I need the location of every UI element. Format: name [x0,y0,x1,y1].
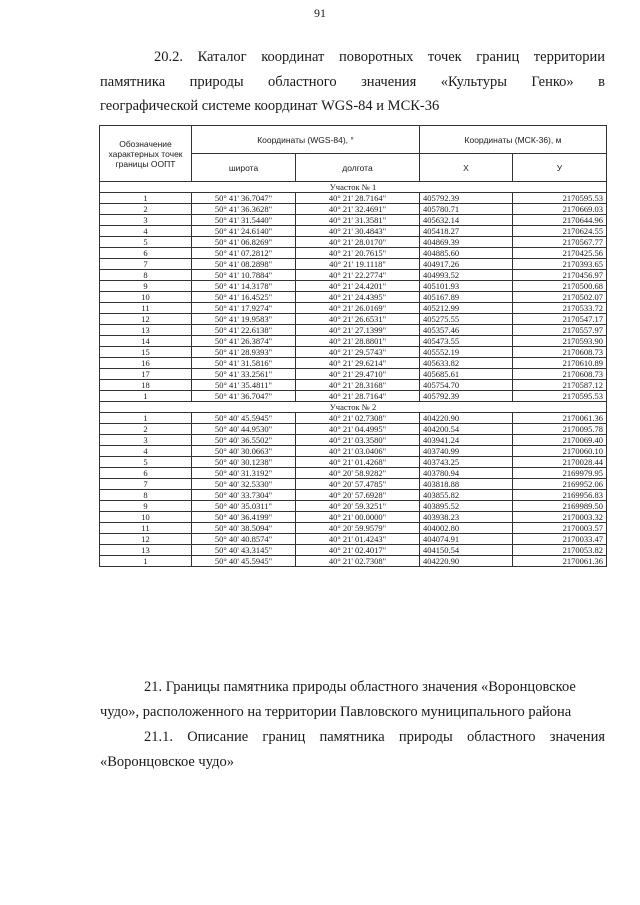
point-number: 12 [100,314,192,325]
longitude-cell: 40° 21' 00.0000" [296,512,420,523]
longitude-cell: 40° 21' 24.4395" [296,292,420,303]
point-number: 14 [100,336,192,347]
point-number: 12 [100,534,192,545]
latitude-cell: 50° 41' 31.5440" [192,215,296,226]
point-number: 1 [100,193,192,204]
y-cell: 2170393.65 [513,259,607,270]
table-row [100,369,607,380]
x-cell: 404002.80 [420,523,513,534]
table-row [100,281,607,292]
table-row [100,512,607,523]
col-point-label: Обозначение характерных точек границы ООПТ [100,126,192,182]
table-row [100,534,607,545]
longitude-cell: 40° 21' 27.1399" [296,325,420,336]
point-number: 16 [100,358,192,369]
point-number: 13 [100,545,192,556]
point-number: 7 [100,259,192,270]
latitude-cell: 50° 40' 45.5945" [192,413,296,424]
table-row [100,204,607,215]
table-row [100,446,607,457]
y-cell: 2170060.10 [513,446,607,457]
point-number: 1 [100,391,192,402]
point-number: 8 [100,270,192,281]
point-number: 5 [100,457,192,468]
latitude-cell: 50° 40' 36.4199" [192,512,296,523]
y-cell: 2170053.82 [513,545,607,556]
point-number: 1 [100,413,192,424]
heading-line-2: памятника природы областного значения «Культуры Генко» в [100,73,605,90]
y-cell: 2170644.96 [513,215,607,226]
x-cell: 403855.82 [420,490,513,501]
x-cell: 405357.46 [420,325,513,336]
latitude-cell: 50° 41' 14.3178" [192,281,296,292]
coordinates-table [99,125,607,567]
longitude-cell: 40° 21' 28.3168" [296,380,420,391]
latitude-cell: 50° 41' 36.7047" [192,193,296,204]
latitude-cell: 50° 41' 33.2561" [192,369,296,380]
x-cell: 405275.55 [420,314,513,325]
col-msk-header: Координаты (МСК-36), м [420,126,607,154]
x-cell: 404150.54 [420,545,513,556]
y-cell: 2170567.77 [513,237,607,248]
point-number: 3 [100,435,192,446]
longitude-cell: 40° 21' 30.4843" [296,226,420,237]
latitude-cell: 50° 41' 17.9274" [192,303,296,314]
latitude-cell: 50° 41' 26.3874" [192,336,296,347]
point-number: 17 [100,369,192,380]
heading-line-1: 20.2. Каталог координат поворотных точек границ территории [154,49,605,65]
y-cell: 2170061.36 [513,556,607,567]
point-number: 4 [100,226,192,237]
table-row [100,347,607,358]
table-row [100,248,607,259]
col-y: У [513,154,607,182]
latitude-cell: 50° 41' 16.4525" [192,292,296,303]
y-cell: 2170595.53 [513,391,607,402]
x-cell: 403740.99 [420,446,513,457]
table-row [100,424,607,435]
x-cell: 403780.94 [420,468,513,479]
latitude-cell: 50° 40' 40.8574" [192,534,296,545]
section-21-heading [100,675,605,724]
latitude-cell: 50° 41' 22.6138" [192,325,296,336]
latitude-cell: 50° 40' 30.1238" [192,457,296,468]
y-cell: 2170502.07 [513,292,607,303]
x-cell: 404993.52 [420,270,513,281]
table-row [100,193,607,204]
x-cell: 405632.14 [420,215,513,226]
longitude-cell: 40° 21' 01.4243" [296,534,420,545]
x-cell: 405685.61 [420,369,513,380]
y-cell: 2170061.36 [513,413,607,424]
longitude-cell: 40° 21' 02.4017" [296,545,420,556]
y-cell: 2170557.97 [513,325,607,336]
longitude-cell: 40° 21' 03.0406" [296,446,420,457]
longitude-cell: 40° 20' 59.9579" [296,523,420,534]
page-number: 91 [314,6,326,20]
y-cell: 2170456.97 [513,270,607,281]
latitude-cell: 50° 41' 36.3628" [192,204,296,215]
table-row [100,226,607,237]
y-cell: 2170028.44 [513,457,607,468]
longitude-cell: 40° 21' 32.4691" [296,204,420,215]
y-cell: 2170593.90 [513,336,607,347]
table-row [100,391,607,402]
latitude-cell: 50° 40' 30.0663" [192,446,296,457]
latitude-cell: 50° 40' 32.5330" [192,479,296,490]
longitude-cell: 40° 21' 04.4995" [296,424,420,435]
point-number: 6 [100,248,192,259]
longitude-cell: 40° 21' 29.6214" [296,358,420,369]
section-211-heading [100,725,605,774]
latitude-cell: 50° 41' 19.9583" [192,314,296,325]
x-cell: 405101.93 [420,281,513,292]
y-cell: 2170500.68 [513,281,607,292]
latitude-cell: 50° 40' 43.3145" [192,545,296,556]
col-wgs-header: Координаты (WGS-84), ° [192,126,420,154]
table-row [100,237,607,248]
table-body [100,182,607,567]
point-number: 1 [100,556,192,567]
y-cell: 2170425.56 [513,248,607,259]
point-number: 8 [100,490,192,501]
latitude-cell: 50° 41' 24.6140" [192,226,296,237]
y-cell: 2170533.72 [513,303,607,314]
longitude-cell: 40° 21' 28.7164" [296,193,420,204]
y-cell: 2170669.03 [513,204,607,215]
longitude-cell: 40° 21' 28.8801" [296,336,420,347]
table-row [100,358,607,369]
x-cell: 403941.24 [420,435,513,446]
x-cell: 403743.25 [420,457,513,468]
x-cell: 404220.90 [420,413,513,424]
section-row-2 [100,402,607,413]
y-cell: 2169979.95 [513,468,607,479]
table-row [100,457,607,468]
point-number: 9 [100,281,192,292]
longitude-cell: 40° 20' 57.4785" [296,479,420,490]
section-211-line-1: 21.1. Описание границ памятника природы областного значения [144,729,605,745]
point-number: 3 [100,215,192,226]
longitude-cell: 40° 21' 02.7308" [296,556,420,567]
x-cell: 405418.27 [420,226,513,237]
y-cell: 2170624.55 [513,226,607,237]
table-row [100,336,607,347]
y-cell: 2170608.73 [513,347,607,358]
point-number: 10 [100,292,192,303]
latitude-cell: 50° 41' 08.2898" [192,259,296,270]
y-cell: 2170608.73 [513,369,607,380]
section-211-line-2: «Воронцовское чудо» [100,753,234,770]
table-row [100,314,607,325]
latitude-cell: 50° 41' 35.4811" [192,380,296,391]
point-number: 6 [100,468,192,479]
table-row [100,435,607,446]
longitude-cell: 40° 21' 20.7615" [296,248,420,259]
point-number: 7 [100,479,192,490]
latitude-cell: 50° 41' 07.2812" [192,248,296,259]
longitude-cell: 40° 20' 57.6928" [296,490,420,501]
x-cell: 404074.91 [420,534,513,545]
y-cell: 2170595.53 [513,193,607,204]
latitude-cell: 50° 41' 36.7047" [192,391,296,402]
latitude-cell: 50° 41' 31.5816" [192,358,296,369]
longitude-cell: 40° 21' 26.6531" [296,314,420,325]
y-cell: 2170587.12 [513,380,607,391]
longitude-cell: 40° 21' 26.0169" [296,303,420,314]
x-cell: 405167.89 [420,292,513,303]
x-cell: 404917.26 [420,259,513,270]
y-cell: 2169952.06 [513,479,607,490]
x-cell: 403818.88 [420,479,513,490]
x-cell: 404200.54 [420,424,513,435]
x-cell: 404220.90 [420,556,513,567]
table-row [100,468,607,479]
y-cell: 2170095.78 [513,424,607,435]
table-row [100,501,607,512]
table-row [100,490,607,501]
x-cell: 403895.52 [420,501,513,512]
table-row [100,292,607,303]
x-cell: 405792.39 [420,391,513,402]
y-cell: 2169989.50 [513,501,607,512]
col-latitude: широта [192,154,296,182]
longitude-cell: 40° 21' 24.4201" [296,281,420,292]
section-21-line-2: чудо», расположенного на территории Павловского муниципального района [100,703,572,720]
x-cell: 405754.70 [420,380,513,391]
col-longitude: долгота [296,154,420,182]
latitude-cell: 50° 40' 31.3192" [192,468,296,479]
point-number: 2 [100,424,192,435]
longitude-cell: 40° 21' 22.2774" [296,270,420,281]
longitude-cell: 40° 21' 19.1118" [296,259,420,270]
x-cell: 405792.39 [420,193,513,204]
y-cell: 2170003.57 [513,523,607,534]
point-number: 18 [100,380,192,391]
point-number: 11 [100,523,192,534]
longitude-cell: 40° 21' 28.7164" [296,391,420,402]
y-cell: 2170033.47 [513,534,607,545]
latitude-cell: 50° 41' 06.8269" [192,237,296,248]
x-cell: 405473.55 [420,336,513,347]
latitude-cell: 50° 40' 36.5502" [192,435,296,446]
section-21-line-1: 21. Границы памятника природы областного значения «Воронцовское [144,679,576,695]
table-row [100,325,607,336]
table-row [100,215,607,226]
point-number: 4 [100,446,192,457]
section-label: Участок № 2 [100,402,607,413]
section-label: Участок № 1 [100,182,607,193]
point-number: 2 [100,204,192,215]
table-row [100,380,607,391]
catalog-heading [100,45,605,119]
x-cell: 405212.99 [420,303,513,314]
latitude-cell: 50° 41' 28.9393" [192,347,296,358]
longitude-cell: 40° 20' 58.9282" [296,468,420,479]
x-cell: 403938.23 [420,512,513,523]
y-cell: 2170069.40 [513,435,607,446]
x-cell: 405780.71 [420,204,513,215]
point-number: 15 [100,347,192,358]
longitude-cell: 40° 21' 28.0170" [296,237,420,248]
section-row-1 [100,182,607,193]
table-row [100,413,607,424]
x-cell: 404885.60 [420,248,513,259]
point-number: 5 [100,237,192,248]
latitude-cell: 50° 40' 38.5094" [192,523,296,534]
table-row [100,303,607,314]
longitude-cell: 40° 20' 59.3251" [296,501,420,512]
y-cell: 2169956.83 [513,490,607,501]
point-number: 10 [100,512,192,523]
y-cell: 2170547.17 [513,314,607,325]
latitude-cell: 50° 40' 44.9530" [192,424,296,435]
x-cell: 405552.19 [420,347,513,358]
table-row [100,556,607,567]
longitude-cell: 40° 21' 31.3581" [296,215,420,226]
latitude-cell: 50° 40' 45.5945" [192,556,296,567]
table-row [100,259,607,270]
longitude-cell: 40° 21' 02.7308" [296,413,420,424]
y-cell: 2170610.89 [513,358,607,369]
x-cell: 405633.82 [420,358,513,369]
latitude-cell: 50° 41' 10.7884" [192,270,296,281]
x-cell: 404869.39 [420,237,513,248]
col-x: X [420,154,513,182]
table-row [100,479,607,490]
point-number: 11 [100,303,192,314]
longitude-cell: 40° 21' 29.4710" [296,369,420,380]
table-row [100,523,607,534]
heading-line-3: географической системе координат WGS-84 и МСК-36 [100,98,440,114]
table-row [100,545,607,556]
point-number: 13 [100,325,192,336]
y-cell: 2170003.32 [513,512,607,523]
latitude-cell: 50° 40' 33.7304" [192,490,296,501]
table-row [100,270,607,281]
longitude-cell: 40° 21' 03.3580" [296,435,420,446]
longitude-cell: 40° 21' 29.5743" [296,347,420,358]
point-number: 9 [100,501,192,512]
latitude-cell: 50° 40' 35.0311" [192,501,296,512]
longitude-cell: 40° 21' 01.4268" [296,457,420,468]
